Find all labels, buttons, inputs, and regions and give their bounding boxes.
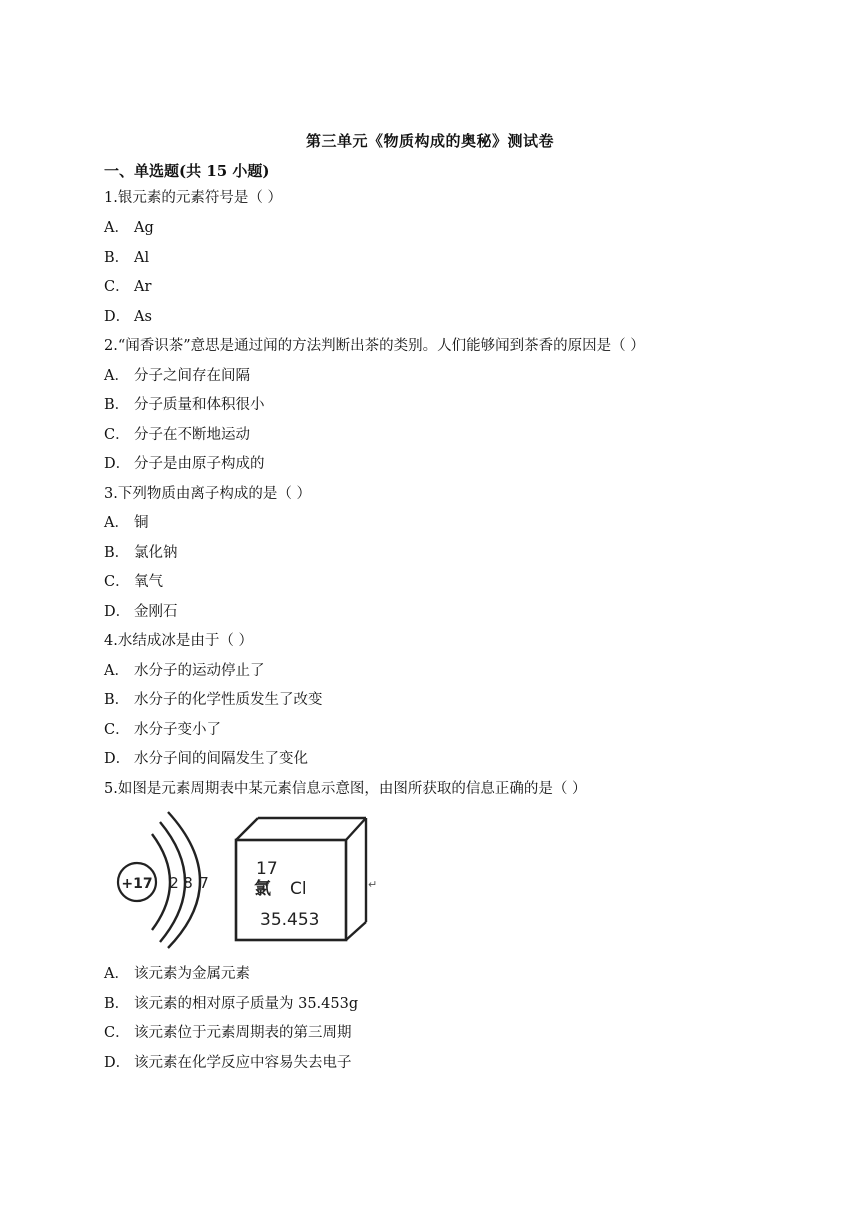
question-4-option-d xyxy=(104,749,308,769)
chlorine-diagram xyxy=(110,810,390,950)
question-1-option-c xyxy=(104,277,151,297)
question-2-option-b xyxy=(104,395,265,415)
option-text: 该元素在化学反应中容易失去电子 xyxy=(134,1055,352,1071)
element-name: 氯 xyxy=(254,879,271,899)
shell-count-1: 2 xyxy=(169,874,179,892)
question-4-option-c xyxy=(104,720,221,740)
option-letter: C． xyxy=(104,574,130,590)
question-2-option-a xyxy=(104,366,250,386)
option-text: Al xyxy=(134,250,150,266)
page-title: 第三单元《物质构成的奥秘》测试卷 xyxy=(305,132,554,150)
question-3-option-a xyxy=(104,513,149,533)
option-letter: C． xyxy=(104,427,130,443)
atomic-mass: 35.453 xyxy=(260,910,320,930)
question-1-stem: 1.银元素的元素符号是（ ） xyxy=(104,190,282,206)
option-letter: B． xyxy=(104,996,130,1012)
question-4-stem: 4.水结成冰是由于（ ） xyxy=(104,633,253,649)
option-letter: A． xyxy=(104,663,129,679)
option-text: 水分子的运动停止了 xyxy=(134,663,265,679)
option-text: 氧气 xyxy=(134,574,163,590)
option-letter: B． xyxy=(104,545,130,561)
option-text: 水分子的化学性质发生了改变 xyxy=(134,692,323,708)
option-text: 水分子间的间隔发生了变化 xyxy=(134,751,308,767)
option-letter: B． xyxy=(104,250,130,266)
question-5-option-c xyxy=(104,1023,352,1043)
option-letter: D． xyxy=(104,1055,131,1071)
question-3-option-c xyxy=(104,572,163,592)
option-text: 该元素的相对原子质量为 35.453g xyxy=(134,996,359,1012)
option-text: 该元素为金属元素 xyxy=(134,966,250,982)
question-3-option-d xyxy=(104,602,178,622)
question-5-stem: 5.如图是元素周期表中某元素信息示意图，由图所获取的信息正确的是（ ） xyxy=(104,781,587,797)
option-letter: A． xyxy=(104,220,129,236)
option-text: 分子在不断地运动 xyxy=(134,427,250,443)
option-letter: D． xyxy=(104,309,131,325)
option-text: Ag xyxy=(134,220,154,236)
shell-count-2: 8 xyxy=(183,874,193,892)
question-3-stem: 3.下列物质由离子构成的是（ ） xyxy=(104,486,311,502)
option-text: Ar xyxy=(134,279,152,295)
shell-count-3: 7 xyxy=(199,874,209,892)
question-3-option-b xyxy=(104,543,178,563)
question-2-option-d xyxy=(104,454,265,474)
option-letter: C． xyxy=(104,1025,130,1041)
nucleus-charge: +17 xyxy=(121,876,153,892)
option-text: 分子是由原子构成的 xyxy=(134,456,265,472)
chlorine-figure xyxy=(110,810,390,950)
return-mark: ↵ xyxy=(368,878,378,891)
element-symbol: Cl xyxy=(290,879,307,899)
question-1-option-b xyxy=(104,248,149,268)
option-text: 分子质量和体积很小 xyxy=(134,397,265,413)
question-5-option-b xyxy=(104,994,358,1014)
shell-arc-1 xyxy=(152,834,170,930)
option-letter: D． xyxy=(104,751,131,767)
option-letter: A． xyxy=(104,515,129,531)
option-letter: A． xyxy=(104,966,129,982)
question-4-option-b xyxy=(104,690,323,710)
option-letter: D． xyxy=(104,456,131,472)
option-text: 氯化钠 xyxy=(134,545,178,561)
option-letter: C． xyxy=(104,279,130,295)
question-1-option-d xyxy=(104,307,152,327)
section-heading: 一、单选题(共 15 小题) xyxy=(104,162,270,180)
option-letter: B． xyxy=(104,692,130,708)
option-letter: A． xyxy=(104,368,129,384)
option-text: As xyxy=(134,309,152,325)
option-letter: B． xyxy=(104,397,130,413)
option-letter: C． xyxy=(104,722,130,738)
question-1-option-a xyxy=(104,218,154,238)
option-text: 金刚石 xyxy=(134,604,178,620)
question-2-stem: 2.“闻香识茶”意思是通过闻的方法判断出茶的类别。人们能够闻到茶香的原因是（ ） xyxy=(104,338,645,354)
option-text: 铜 xyxy=(134,515,149,531)
question-4-option-a xyxy=(104,661,265,681)
option-text: 分子之间存在间隔 xyxy=(134,368,250,384)
option-letter: D． xyxy=(104,604,131,620)
question-5-option-d xyxy=(104,1053,352,1073)
option-text: 该元素位于元素周期表的第三周期 xyxy=(134,1025,352,1041)
question-5-option-a xyxy=(104,964,250,984)
atomic-number: 17 xyxy=(256,859,278,879)
question-2-option-c xyxy=(104,425,250,445)
option-text: 水分子变小了 xyxy=(134,722,221,738)
